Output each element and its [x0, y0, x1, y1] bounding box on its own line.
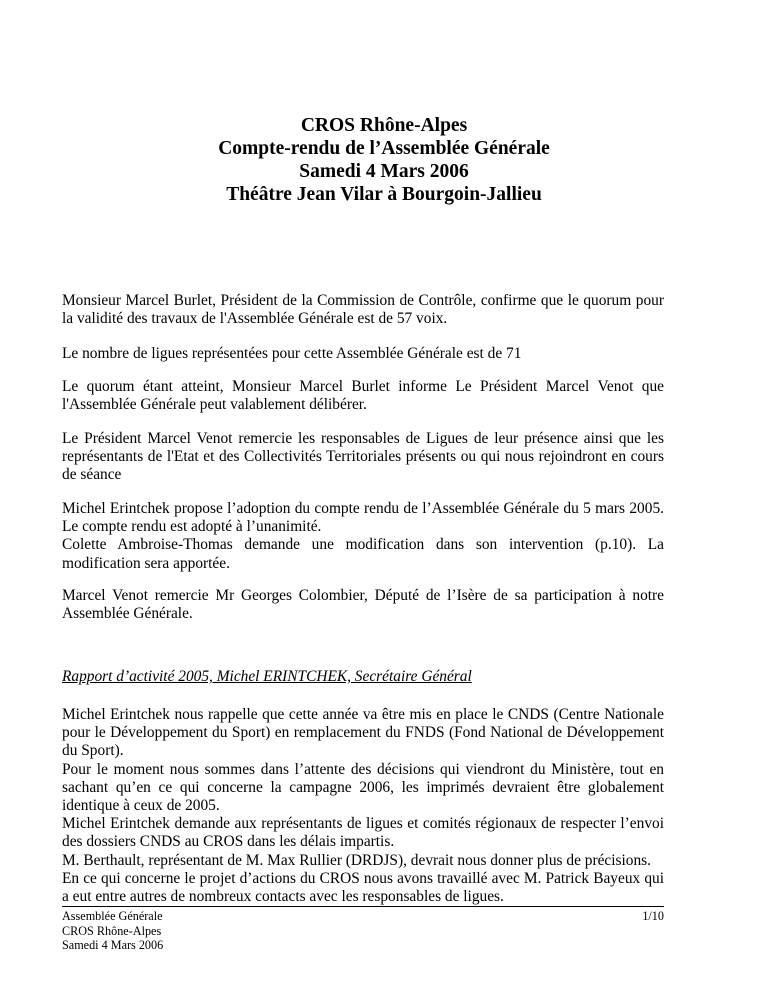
paragraph-leagues-count: [62, 345, 664, 363]
footer-line: Samedi 4 Mars 2006: [62, 938, 164, 953]
paragraph-text: Michel Erintchek nous rappelle que cette année va être mis en place le CNDS (Centre Nationale pour le Développement du Sport) en remplacement du FNDS (Fond National de Développement du Sport).: [62, 706, 664, 760]
footer-divider: [62, 906, 664, 907]
section-heading-activity-report: Rapport d’activité 2005, Michel ERINTCHEK, Secrétaire Général: [62, 668, 472, 685]
footer-line: CROS Rhône-Alpes: [62, 923, 162, 938]
title-line-report: Compte-rendu de l’Assemblée Générale: [218, 138, 550, 159]
paragraph-text: M. Berthault, représentant de M. Max Rullier (DRDJS), devrait nous donner plus de précisions.: [62, 851, 652, 869]
title-line-organization: CROS Rhône-Alpes: [300, 115, 468, 136]
paragraph-text: Le quorum étant atteint, Monsieur Marcel Burlet informe Le Président Marcel Venot que l'Assemblée Générale peut valablement délibérer.: [62, 378, 664, 414]
title-line-date: Samedi 4 Mars 2006: [299, 161, 469, 182]
paragraph-quorum-reached: [62, 378, 664, 414]
page-number: 1/10: [642, 909, 664, 923]
paragraph-text: Le nombre de ligues représentées pour cette Assemblée Générale est de 71: [62, 345, 522, 362]
paragraph-president-thanks: [62, 430, 664, 485]
paragraph-minutes-adoption: [62, 500, 664, 573]
paragraph-quorum: [62, 292, 664, 328]
paragraph-text: Monsieur Marcel Burlet, Président de la Commission de Contrôle, confirme que le quorum pour la validité des travaux de l'Assemblée Générale est de 57 voix.: [62, 292, 664, 328]
footer-line: Assemblée Générale: [62, 909, 163, 923]
paragraph-text: Le Président Marcel Venot remercie les responsables de Ligues de leur présence ainsi que les représentants de l'Etat et des Collectivités Territoriales présents ou qui nous rejoindront en cours de séance: [62, 430, 664, 484]
paragraph-text: Marcel Venot remercie Mr Georges Colombier, Député de l’Isère de sa participation à notre Assemblée Générale.: [62, 587, 664, 623]
paragraph-text: Michel Erintchek demande aux représentants de ligues et comités régionaux de respecter l’envoi des dossiers CNDS au CROS dans les délais impartis.: [62, 815, 664, 851]
paragraph-text: En ce qui concerne le projet d’actions du CROS nous avons travaillé avec M. Patrick Bayeux qui a eut entre autres de nombreux contacts avec les responsables de ligues.: [62, 869, 664, 906]
paragraph-text: Pour le moment nous sommes dans l’attente des décisions qui viendront du Ministère, tout en sachant qu’en ce qui concerne la campagne 2006, les imprimés devraient être globalement identique à ceux de 2005.: [62, 760, 664, 815]
footer-info: [62, 909, 163, 953]
title-line-venue: Théâtre Jean Vilar à Bourgoin-Jallieu: [226, 184, 542, 205]
document-title: [0, 114, 768, 206]
paragraph-deputy-thanks: [62, 587, 664, 623]
paragraph-text: Colette Ambroise-Thomas demande une modification dans son intervention (p.10). La modification sera apportée.: [62, 536, 664, 572]
section-activity-report-body: [62, 706, 664, 906]
paragraph-text: Michel Erintchek propose l’adoption du compte rendu de l’Assemblée Générale du 5 mars 2005. Le compte rendu est adopté à l’unanimité.: [62, 500, 664, 536]
